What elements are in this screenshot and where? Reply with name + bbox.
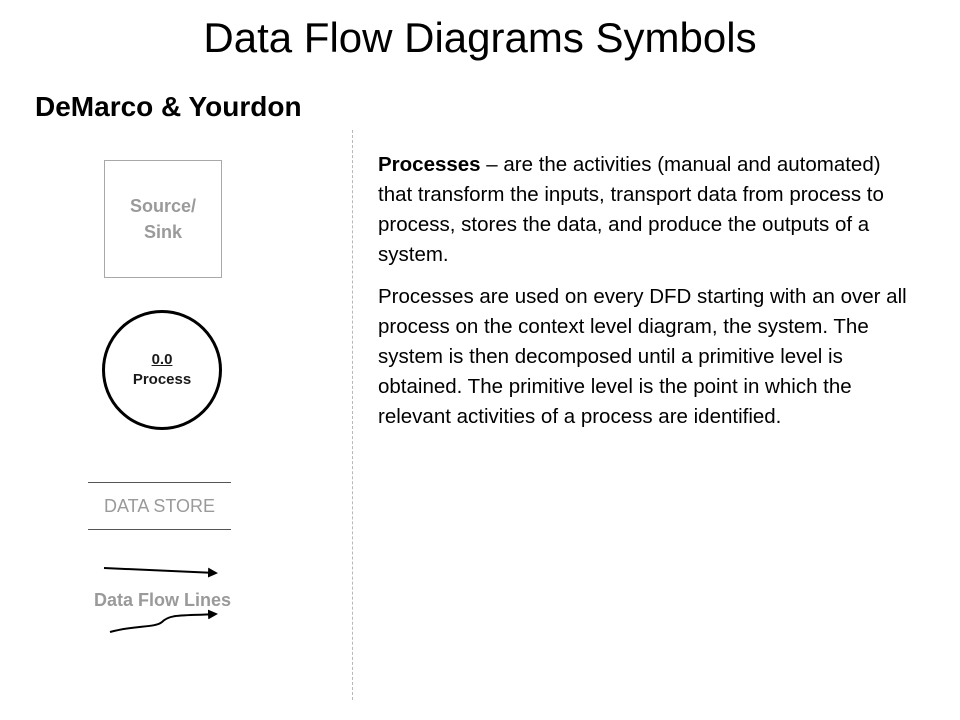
description-paragraph-1 (378, 150, 918, 270)
column-divider (352, 130, 353, 700)
page-subtitle: DeMarco & Yourdon (35, 91, 302, 122)
data-flow-straight-arrow (104, 568, 216, 573)
processes-term: Processes (378, 153, 481, 176)
data-store-bottom-line (88, 529, 231, 530)
description-paragraph-2: Processes are used on every DFD starting with an over all process on the context level diagram, the system. The system is then decomposed until a primitive level is obtained. The primitive level is the point in which the relevant activities of a process are identified. (378, 285, 907, 428)
source-sink-symbol (104, 160, 222, 278)
process-symbol (102, 310, 222, 430)
source-sink-label-line1: Source/ (129, 196, 197, 216)
description-text (378, 150, 918, 444)
page-title: Data Flow Diagrams Symbols (203, 14, 757, 61)
process-number: 0.0 (151, 351, 173, 368)
processes-definition: – are the activities (manual and automated) that transform the inputs, transport data from process to process, stores the data, and produce the outputs of a system. (378, 153, 884, 266)
source-sink-label-line2: Sink (143, 222, 182, 242)
data-flow-curved-arrow (110, 614, 216, 632)
data-store-label: DATA STORE (103, 496, 216, 516)
process-label: Process (132, 371, 192, 388)
data-store-top-line (88, 482, 231, 483)
data-flow-label: Data Flow Lines (93, 590, 232, 610)
